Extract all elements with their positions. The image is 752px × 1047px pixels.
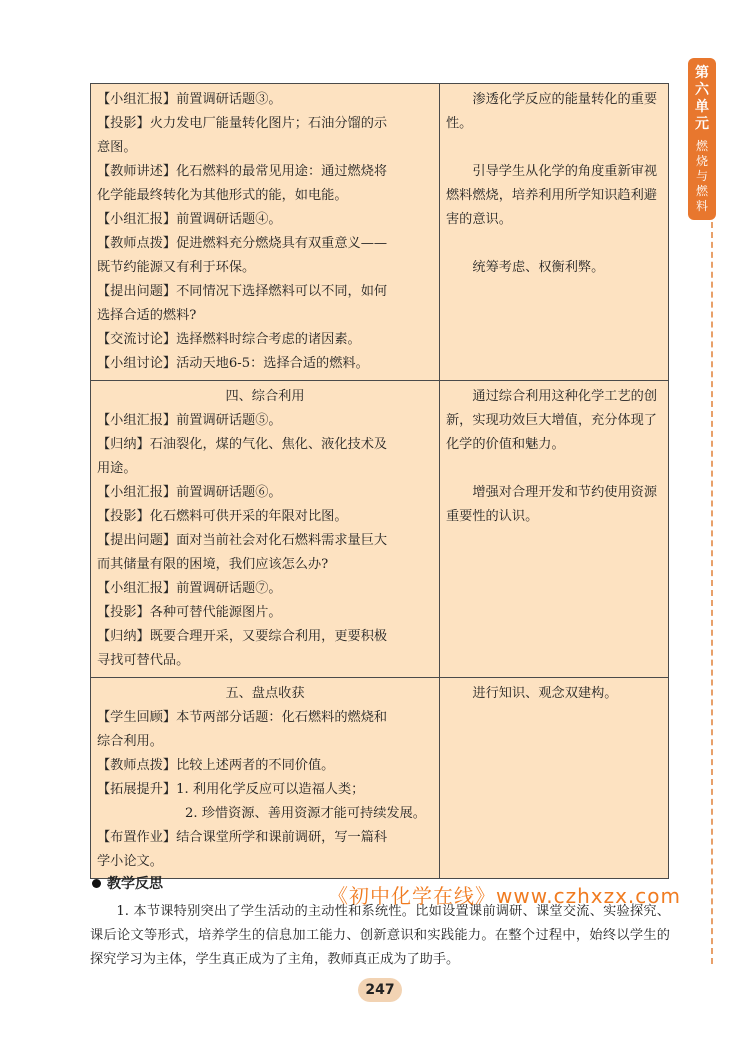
activity-line: 【提出问题】面对当前社会对化石燃料需求量巨大	[97, 533, 388, 548]
activity-line: 【归纳】石油裂化，煤的气化、焦化、液化技术及	[97, 437, 388, 452]
activity-line: 2. 珍惜资源、善用资源才能可持续发展。	[185, 806, 426, 821]
activity-line: 【小组汇报】前置调研话题⑦。	[97, 581, 282, 596]
table-row	[91, 678, 669, 879]
side-divider	[711, 222, 713, 964]
activity-line: 【学生回顾】本节两部分话题：化石燃料的燃烧和	[97, 710, 388, 725]
teaching-activity-cell	[91, 381, 440, 678]
activity-line: 【投影】火力发电厂能量转化图片；石油分馏的示	[97, 116, 388, 131]
activity-line: 选择合适的燃料?	[97, 308, 197, 323]
unit-side-tab	[688, 58, 716, 220]
activity-line: 而其储量有限的困境，我们应该怎么办?	[97, 557, 329, 572]
section-heading: 四、综合利用	[225, 389, 305, 404]
intent-text: 统筹考虑、权衡利弊。	[472, 260, 605, 275]
intent-text: 渗透化学反应的能量转化的重要性。	[446, 92, 658, 131]
activity-line: 综合利用。	[97, 734, 163, 749]
watermark: 《初中化学在线》www.czhxzx.com	[328, 884, 682, 908]
reflection-title: 教学反思	[107, 876, 163, 892]
unit-topic: 燃烧与燃料	[695, 139, 708, 213]
intent-text: 进行知识、观念双建构。	[472, 686, 618, 701]
intent-text: 引导学生从化学的角度重新审视燃料燃烧，培养利用所学知识趋利避害的意识。	[446, 164, 658, 227]
reflection-heading	[92, 873, 163, 893]
reflection-text: 1. 本节课特别突出了学生活动的主动性和系统性。比如设置课前调研、课堂交流、实验探究、课后论文等形式，培养学生的信息加工能力、创新意识和实践能力。在整个过程中，始终以学生的探究学习为主体，学生真正成为了主角，教师真正成为了助手。	[90, 904, 670, 967]
intent-text: 通过综合利用这种化学工艺的创新，实现功效巨大增值，充分体现了化学的价值和魅力。	[446, 389, 658, 452]
activity-line: 【教师讲述】化石燃料的最常见用途：通过燃烧将	[97, 164, 388, 179]
activity-line: 化学能最终转化为其他形式的能，如电能。	[97, 188, 348, 203]
activity-line: 【教师点拨】促进燃料充分燃烧具有双重意义——	[97, 236, 388, 251]
activity-line: 【小组讨论】活动天地6-5：选择合适的燃料。	[97, 356, 369, 371]
activity-line: 【交流讨论】选择燃料时综合考虑的诸因素。	[97, 332, 361, 347]
unit-label: 第六单元	[695, 65, 709, 132]
design-intent-cell	[440, 381, 669, 678]
bullet-icon	[92, 879, 101, 888]
activity-line: 【布置作业】结合课堂所学和课前调研，写一篇科	[97, 830, 388, 845]
activity-line: 既节约能源又有利于环保。	[97, 260, 256, 275]
activity-line: 【小组汇报】前置调研话题③。	[97, 92, 282, 107]
activity-line: 【提出问题】不同情况下选择燃料可以不同，如何	[97, 284, 388, 299]
section-heading: 五、盘点收获	[225, 686, 305, 701]
activity-line: 寻找可替代品。	[97, 653, 190, 668]
activity-line: 【小组汇报】前置调研话题⑥。	[97, 485, 282, 500]
table-row	[91, 84, 669, 381]
design-intent-cell	[440, 678, 669, 879]
lesson-plan-table	[90, 83, 669, 879]
activity-line: 用途。	[97, 461, 137, 476]
table-row	[91, 381, 669, 678]
activity-line: 学小论文。	[97, 854, 163, 869]
activity-line: 【投影】化石燃料可供开采的年限对比图。	[97, 509, 348, 524]
activity-line: 【拓展提升】1. 利用化学反应可以造福人类；	[97, 782, 365, 797]
activity-line: 【小组汇报】前置调研话题④。	[97, 212, 282, 227]
activity-line: 【归纳】既要合理开采，又要综合利用，更要积极	[97, 629, 388, 644]
design-intent-cell	[440, 84, 669, 381]
activity-line: 意图。	[97, 140, 137, 155]
teaching-activity-cell	[91, 678, 440, 879]
teaching-activity-cell	[91, 84, 440, 381]
activity-line: 【教师点拨】比较上述两者的不同价值。	[97, 758, 335, 773]
intent-text: 增强对合理开发和节约使用资源重要性的认识。	[446, 485, 658, 524]
activity-line: 【小组汇报】前置调研话题⑤。	[97, 413, 282, 428]
activity-line: 【投影】各种可替代能源图片。	[97, 605, 282, 620]
page-number: 247	[358, 978, 402, 1002]
